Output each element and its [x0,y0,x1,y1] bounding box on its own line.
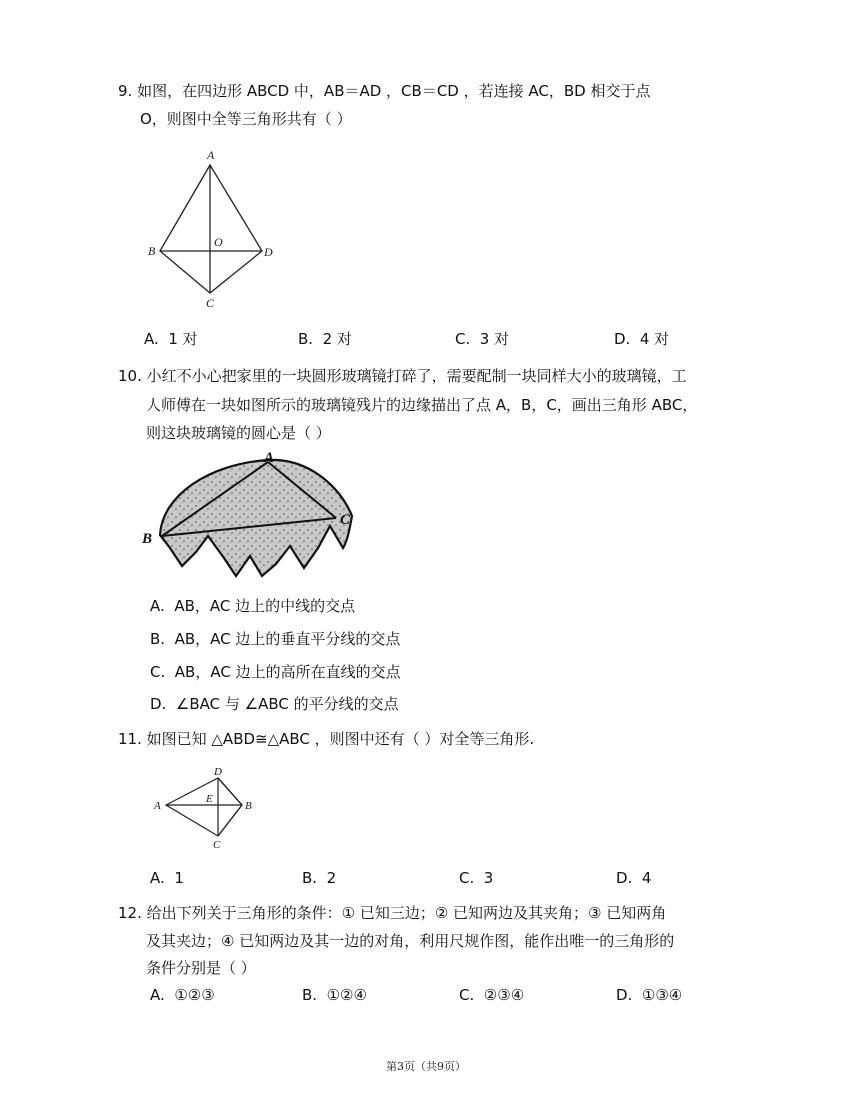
label-e: E [206,793,213,805]
q11-quadrilateral-figure [150,764,262,850]
segment-cb [218,805,242,836]
q9-kite-figure [140,145,290,310]
q10-option-d[interactable]: D. ∠BAC 与 ∠ABC 的平分线的交点 [150,695,399,713]
label-b: B [148,244,156,258]
q9-stem-line2: O，则图中全等三角形共有（ ） [140,110,352,128]
q11-option-c[interactable]: C. 3 [459,869,494,887]
q10-option-c[interactable]: C. AB，AC 边上的高所在直线的交点 [150,663,401,681]
q12-stem-line1: 12. 给出下列关于三角形的条件：① 已知三边；② 已知两边及其夹角；③ 已知两角 [118,904,667,922]
label-c: C [206,296,215,310]
label-a: A [264,450,275,466]
q10-stem-line3: 则这块玻璃镜的圆心是（ ） [146,424,331,442]
q12-option-a[interactable]: A. ①②③ [150,986,215,1004]
q12-option-c[interactable]: C. ②③④ [459,986,525,1004]
q11-stem-line1: 11. 如图已知 △ABD≅△ABC ，则图中还有（ ）对全等三角形. [118,730,535,748]
q9-stem-line1: 9. 如图，在四边形 ABCD 中，AB＝AD ，CB＝CD ，若连接 AC，BD 相交于点 [118,82,651,100]
q12-stem-line2: 及其夹边；④ 已知两边及其一边的对角，利用尺规作图，能作出唯一的三角形的 [146,932,675,950]
q9-option-d[interactable]: D. 4 对 [614,330,670,348]
q11-option-b[interactable]: B. 2 [302,869,337,887]
q11-option-d[interactable]: D. 4 [616,869,652,887]
q10-broken-mirror-figure [138,448,368,588]
label-c: C [213,839,221,850]
q10-stem-line1: 10. 小红不小心把家里的一块圆形玻璃镜打碎了，需要配制一块同样大小的玻璃镜，工 [118,367,687,385]
q9-option-b[interactable]: B. 2 对 [298,330,352,348]
quad-outline [166,778,242,836]
q12-option-d[interactable]: D. ①③④ [616,986,683,1004]
label-o: O [214,235,223,249]
q11-option-a[interactable]: A. 1 [150,869,184,887]
page-footer: 第3页（共9页） [386,1060,466,1073]
kite-outline [160,165,262,293]
segment-extra [218,778,242,805]
q10-stem-line2: 人师傅在一块如图所示的玻璃镜残片的边缘描出了点 A，B，C，画出三角形 ABC， [146,396,698,414]
q9-option-c[interactable]: C. 3 对 [455,330,510,348]
q12-option-b[interactable]: B. ①②④ [302,986,367,1004]
label-d: D [214,766,222,778]
q10-option-b[interactable]: B. AB，AC 边上的垂直平分线的交点 [150,630,401,648]
label-b: B [142,531,153,547]
q9-option-a[interactable]: A. 1 对 [144,330,198,348]
q12-stem-line3: 条件分别是（ ） [146,959,256,977]
label-a: A [207,148,215,162]
q10-option-a[interactable]: A. AB，AC 边上的中线的交点 [150,597,356,615]
label-b: B [245,800,252,812]
label-d: D [264,245,273,259]
label-c: C [340,512,351,528]
label-a: A [154,800,161,812]
